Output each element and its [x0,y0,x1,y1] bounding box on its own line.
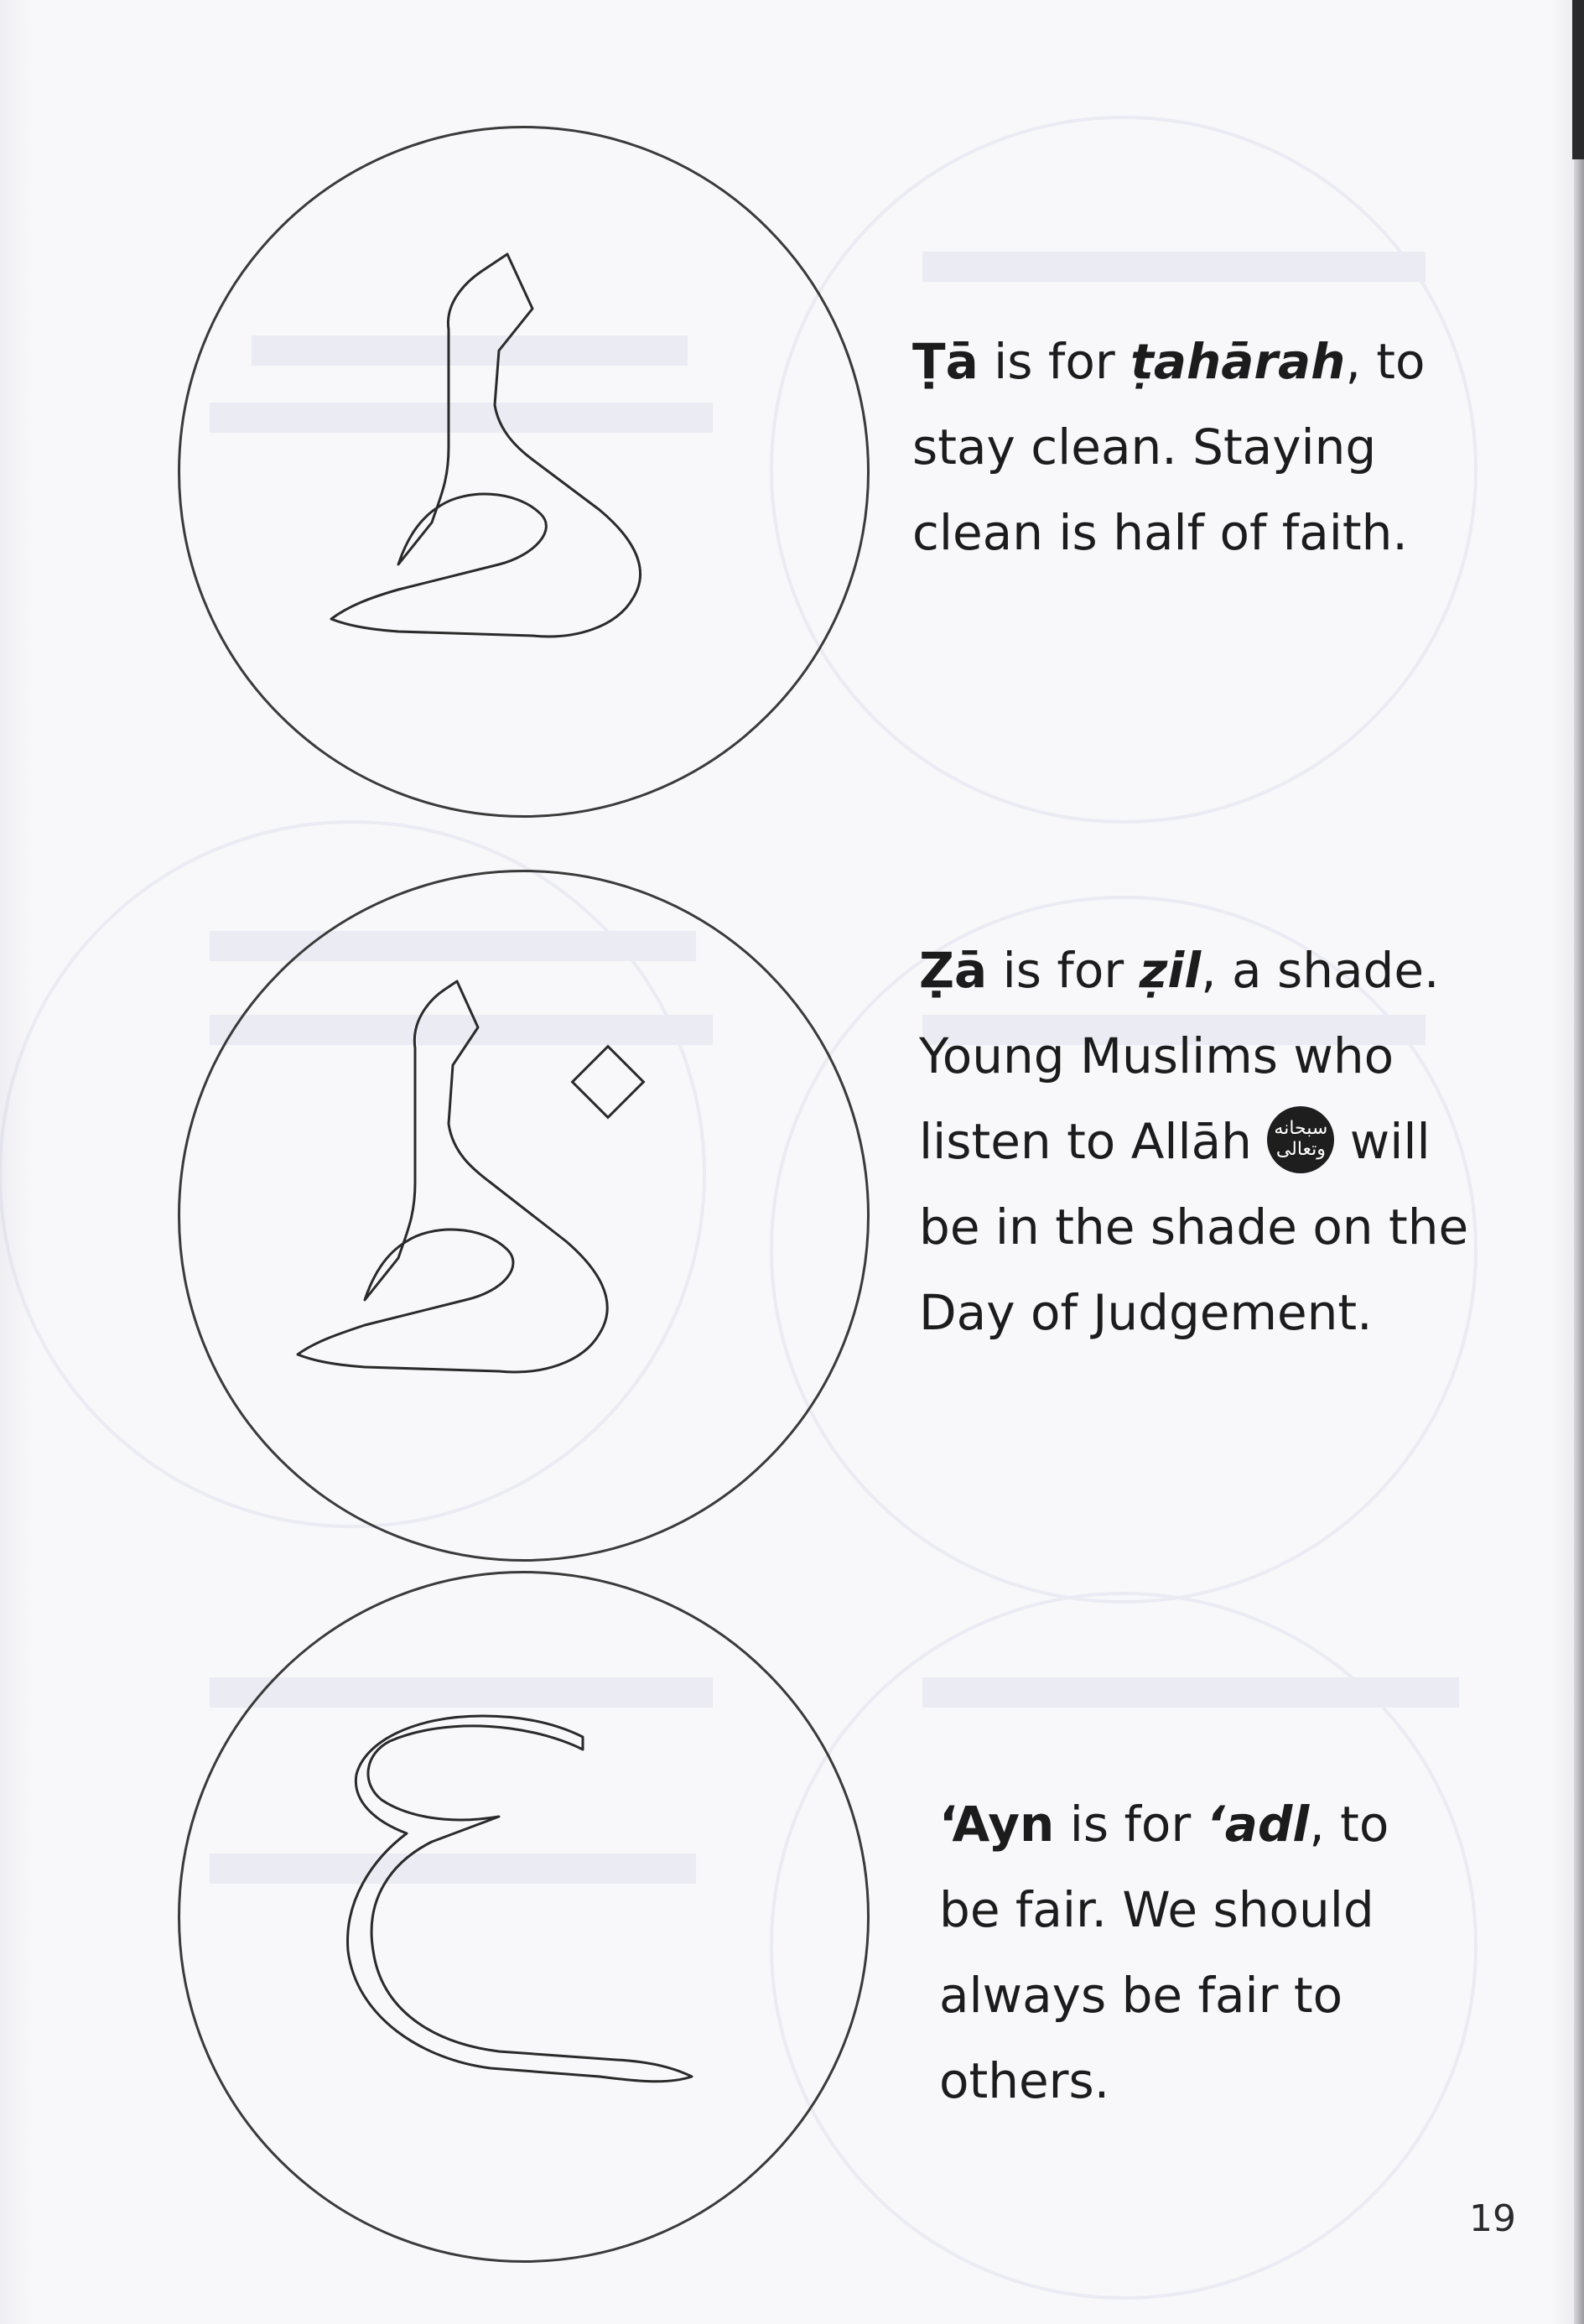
letter-name: Ẓā [919,942,988,999]
entry-text: Ṭā is for ṭahārah, to stay clean. Staying clean is half of faith. [912,333,1426,561]
ayn-letter-outline-icon [180,1573,872,2265]
letter-name: Ṭā [912,333,979,390]
letter-name: ‘Ayn [939,1796,1055,1853]
entry-text: Ẓā is for ẓil, a shade. Young Muslims who listen to Allāh سبحانه وتعالى will be in the shade on the Day of Judgement. [919,942,1469,1341]
entry-text: ‘Ayn is for ‘adl, to be fair. We should always be fair to others. [939,1796,1389,2109]
keyword: ṭahārah [1130,333,1346,390]
za-letter-outline-icon [180,872,872,1564]
keyword: ‘adl [1206,1796,1310,1853]
page-number: 19 [1469,2197,1516,2240]
letter-circle [178,870,870,1562]
cover-edge [1572,0,1584,159]
keyword: ẓil [1139,942,1202,999]
letter-circle [178,1571,870,2263]
subhanahu-wa-taala-badge: سبحانه وتعالى [1267,1106,1334,1173]
page-edge-shadow [1574,0,1584,2324]
